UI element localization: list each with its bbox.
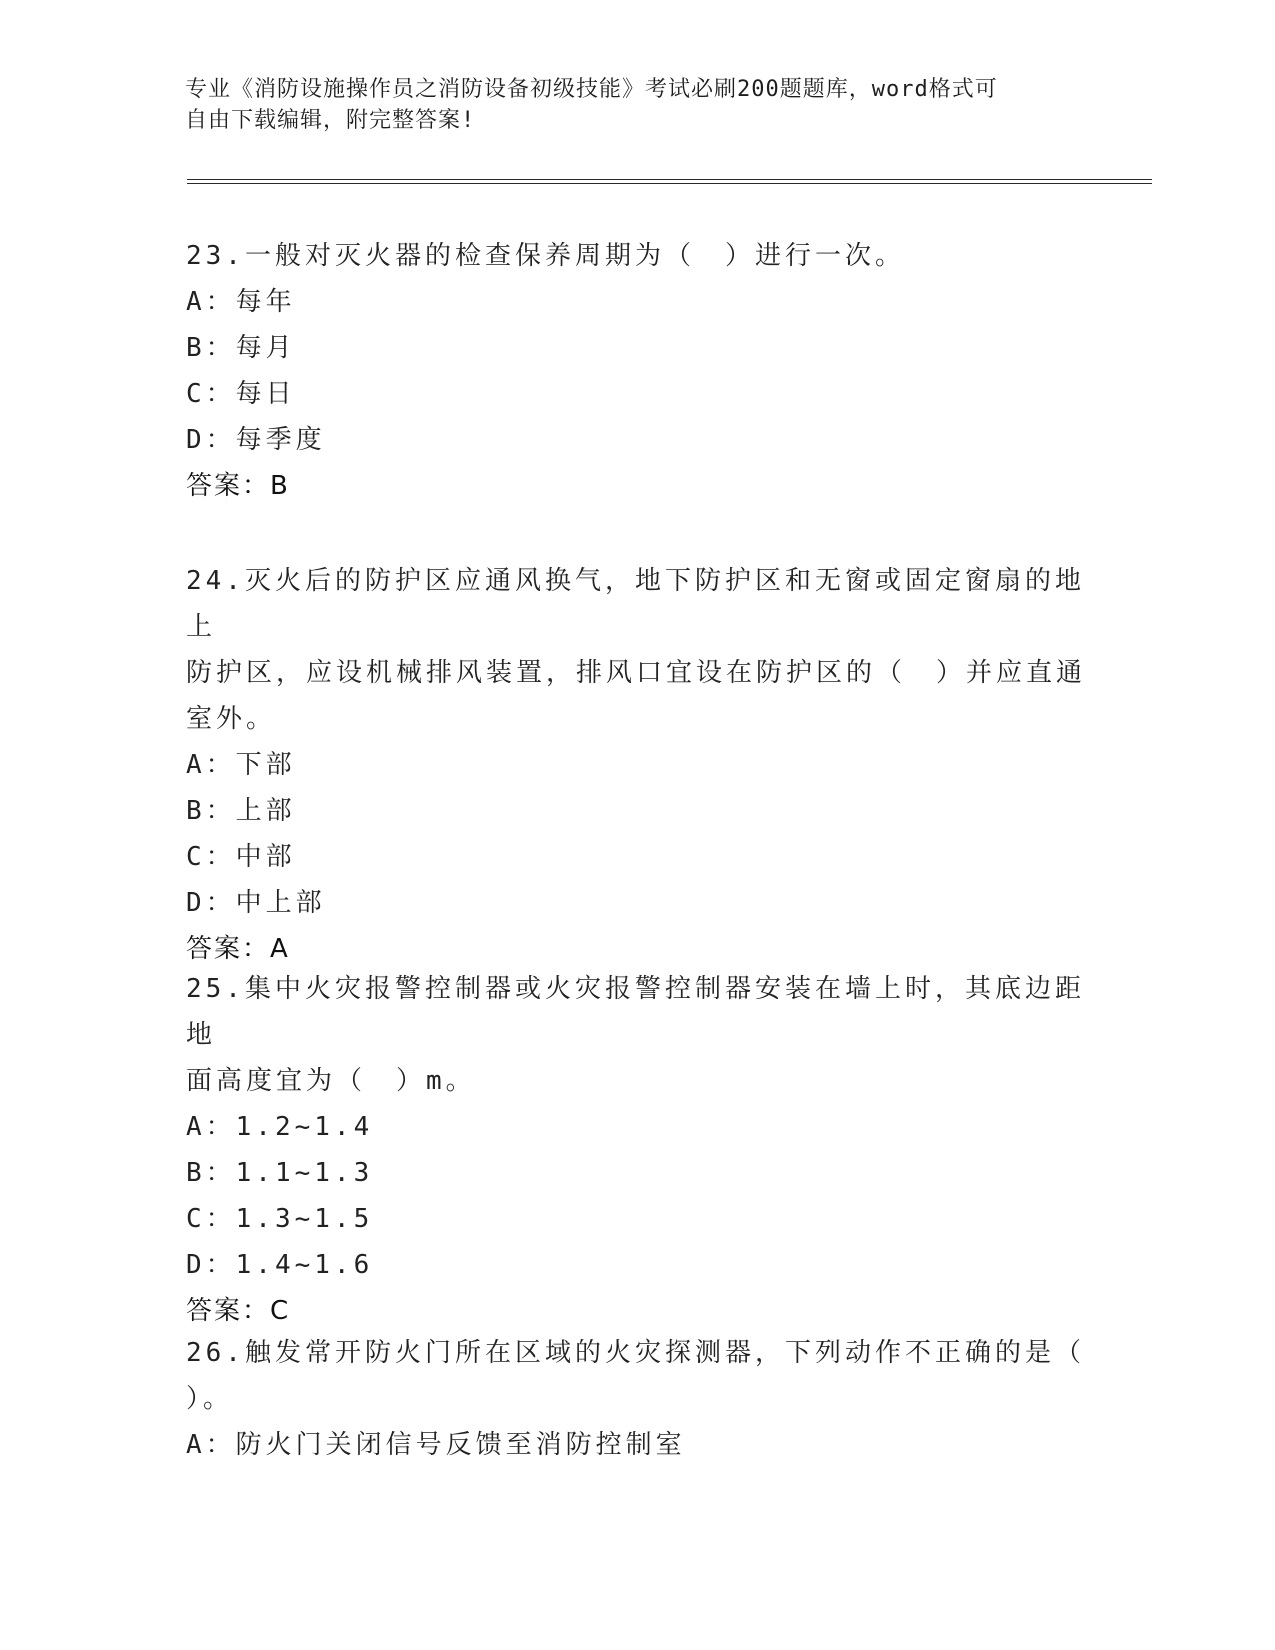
question-26 <box>186 1330 1086 1468</box>
option-d: D：中上部 <box>186 888 326 918</box>
answer: 答案：C <box>186 1296 291 1326</box>
question-stem-line: 25.集中火灾报警控制器或火灾报警控制器安装在墙上时，其底边距地 <box>186 974 1085 1050</box>
option-a: A：1.2~1.4 <box>186 1112 374 1142</box>
question-25 <box>186 966 1086 1334</box>
header-line-2: 自由下载编辑，附完整答案! <box>185 108 476 133</box>
header-line-1: 专业《消防设施操作员之消防设备初级技能》考试必刷200题题库，word格式可 <box>185 77 998 102</box>
question-stem-line: 24.灭火后的防护区应通风换气，地下防护区和无窗或固定窗扇的地上 <box>186 566 1085 642</box>
option-a: A：每年 <box>186 287 296 317</box>
answer: 答案：B <box>186 471 290 501</box>
question-stem-line: 26.触发常开防火门所在区域的火灾探测器，下列动作不正确的是（ <box>186 1338 1085 1368</box>
option-c: C：每日 <box>186 379 296 409</box>
header-divider-bottom <box>187 183 1152 184</box>
question-23 <box>186 233 1086 509</box>
question-stem-line: 防护区，应设机械排风装置，排风口宜设在防护区的（ ）并应直通 <box>186 658 1087 688</box>
question-stem-line: 面高度宜为（ ）m。 <box>186 1066 476 1096</box>
header-divider-top <box>187 179 1152 180</box>
question-stem-line: 室外。 <box>186 704 277 734</box>
option-a: A：下部 <box>186 750 296 780</box>
option-c: C：中部 <box>186 842 296 872</box>
option-b: B：1.1~1.3 <box>186 1158 374 1188</box>
option-d: D：1.4~1.6 <box>186 1250 374 1280</box>
question-stem-line: ）。 <box>186 1384 234 1414</box>
option-a: A：防火门关闭信号反馈至消防控制室 <box>186 1430 686 1460</box>
option-b: B：上部 <box>186 796 296 826</box>
option-c: C：1.3~1.5 <box>186 1204 374 1234</box>
question-24 <box>186 558 1086 972</box>
answer: 答案：A <box>186 934 290 964</box>
question-stem-line: 23.一般对灭火器的检查保养周期为（ ）进行一次。 <box>186 241 905 271</box>
option-b: B：每月 <box>186 333 296 363</box>
document-header <box>185 74 1045 136</box>
option-d: D：每季度 <box>186 425 326 455</box>
